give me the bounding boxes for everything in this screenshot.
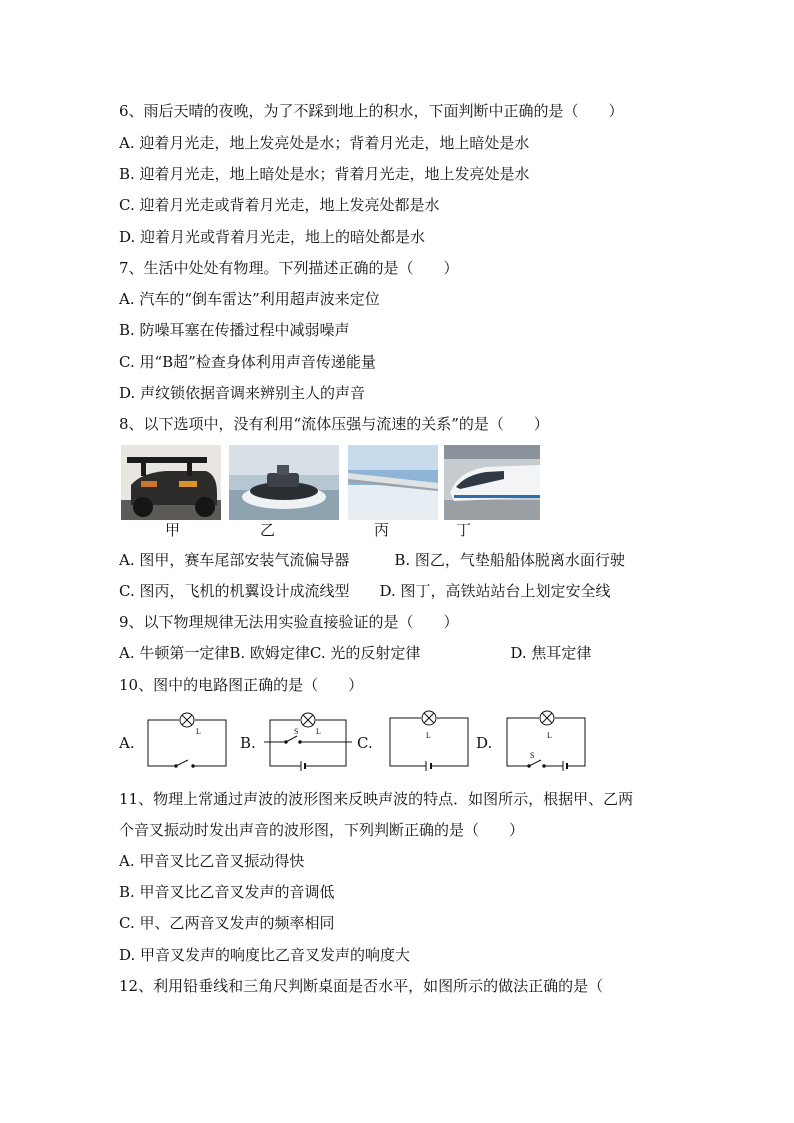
hovercraft-image xyxy=(229,445,339,520)
switch-label-b: S xyxy=(294,727,299,736)
q6-stem: 6、雨后天晴的夜晚，为了不踩到地上的积水，下面判断中正确的是（ ） xyxy=(119,102,624,120)
q12-stem: 12、利用铅垂线和三角尺判断桌面是否水平，如图所示的做法正确的是（ xyxy=(119,977,604,995)
airplane-wing-image xyxy=(348,445,438,520)
q8-options-cd: C. 图丙，飞机的机翼设计成流线型 D. 图丁，高铁站站台上划定安全线 xyxy=(119,582,611,600)
q11-option-a: A. 甲音叉比乙音叉振动得快 xyxy=(119,852,305,870)
race-car-spoiler-image xyxy=(121,445,221,520)
q8-caption-2: 乙 xyxy=(260,521,276,539)
q9-stem: 9、以下物理规律无法用实验直接验证的是（ ） xyxy=(119,613,459,631)
q11-stem-line2: 个音叉振动时发出声音的波形图，下列判断正确的是（ ） xyxy=(119,821,525,839)
switch-label-d: S xyxy=(530,751,535,760)
lamp-label-d: L xyxy=(547,731,552,740)
q11-option-c: C. 甲、乙两音叉发声的频率相同 xyxy=(119,914,335,932)
q11-option-b: B. 甲音叉比乙音叉发声的音调低 xyxy=(119,883,335,901)
q7-option-d: D. 声纹锁依据音调来辨别主人的声音 xyxy=(119,384,366,402)
q10-label-b: B. xyxy=(240,734,256,752)
q7-stem: 7、生活中处处有物理。下列描述正确的是（ ） xyxy=(119,259,459,277)
lamp-label-a: L xyxy=(196,727,201,736)
q6-option-c: C. 迎着月光走或背着月光走，地上发亮处都是水 xyxy=(119,196,440,214)
circuit-c-diagram xyxy=(388,710,472,774)
circuit-d-diagram xyxy=(505,710,589,774)
q10-label-a: A. xyxy=(119,734,135,752)
q8-options-ab: A. 图甲，赛车尾部安装气流偏导器 B. 图乙，气垫船船体脱离水面行驶 xyxy=(119,551,625,569)
lamp-label-c: L xyxy=(426,731,431,740)
q11-option-d: D. 甲音叉发声的响度比乙音叉发声的响度大 xyxy=(119,946,411,964)
q6-option-d: D. 迎着月光或背着月光走，地上的暗处都是水 xyxy=(119,228,426,246)
q11-stem-line1: 11、物理上常通过声波的波形图来反映声波的特点．如图所示，根据甲、乙两 xyxy=(119,790,634,808)
q8-caption-3: 丙 xyxy=(374,521,390,539)
q8-caption-4: 丁 xyxy=(456,521,472,539)
q10-label-d: D. xyxy=(476,734,493,752)
circuit-a-diagram xyxy=(146,710,231,774)
q7-option-b: B. 防噪耳塞在传播过程中减弱噪声 xyxy=(119,321,350,339)
q6-option-a: A. 迎着月光走，地上发亮处是水；背着月光走，地上暗处是水 xyxy=(119,134,530,152)
q8-stem: 8、以下选项中，没有利用“流体压强与流速的关系”的是（ ） xyxy=(119,415,549,433)
q9-options: A. 牛顿第一定律B. 欧姆定律C. 光的反射定律 D. 焦耳定律 xyxy=(119,644,592,662)
high-speed-train-image xyxy=(444,445,540,520)
q10-label-c: C. xyxy=(357,734,373,752)
q10-stem: 10、图中的电路图正确的是（ ） xyxy=(119,676,364,694)
q8-caption-1: 甲 xyxy=(165,521,181,539)
lamp-label-b: L xyxy=(316,727,321,736)
q6-option-b: B. 迎着月光走，地上暗处是水；背着月光走，地上发亮处是水 xyxy=(119,165,530,183)
q7-option-a: A. 汽车的“倒车雷达”利用超声波来定位 xyxy=(119,290,380,308)
q7-option-c: C. 用“B超”检查身体利用声音传递能量 xyxy=(119,353,376,371)
circuit-b-diagram xyxy=(264,710,352,774)
